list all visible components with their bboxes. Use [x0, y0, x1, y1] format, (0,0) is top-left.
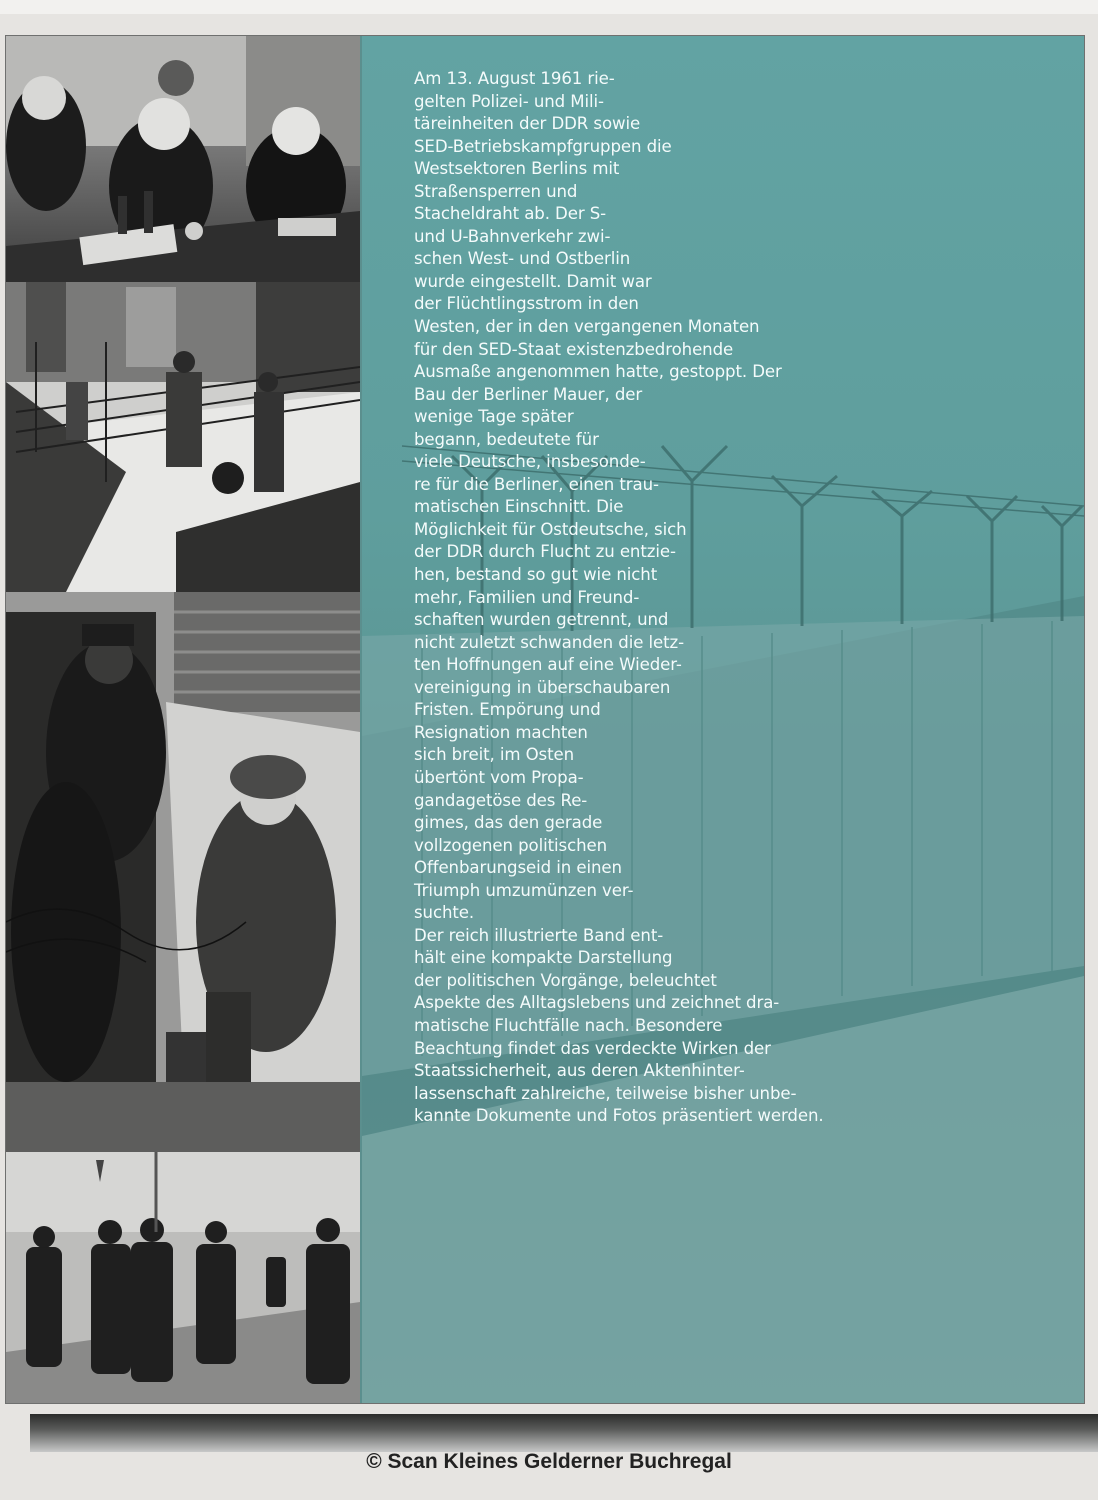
- description-line: und U-Bahnverkehr zwi-: [414, 226, 611, 246]
- description-line: Westen, der in den vergangenen Monaten: [414, 317, 760, 337]
- description-line: matische Fluchtfälle nach. Besondere: [414, 1015, 723, 1035]
- description-line: hält eine kompakte Darstellung: [414, 948, 673, 968]
- soldiers-at-barbed-wire-photo: [6, 282, 360, 592]
- description-line: wurde eingestellt. Damit war: [414, 271, 652, 291]
- description-line: schaften wurden getrennt, und: [414, 610, 669, 630]
- description-line: Der reich illustrierte Band ent-: [414, 925, 664, 945]
- description-line: SED-Betriebskampfgruppen die: [414, 136, 672, 156]
- description-line: Ausmaße angenommen hatte, gestoppt. Der: [414, 362, 782, 382]
- description-line: Resignation machten: [414, 722, 588, 742]
- description-line: täreinheiten der DDR sowie: [414, 114, 641, 134]
- description-line: sich breit, im Osten: [414, 745, 575, 765]
- description-line: Triumph umzumünzen ver-: [414, 880, 634, 900]
- description-line: ten Hoffnungen auf eine Wieder-: [414, 655, 682, 675]
- description-line: kannte Dokumente und Fotos präsentiert werden.: [414, 1106, 824, 1126]
- description-line: gelten Polizei- und Mili-: [414, 91, 604, 111]
- description-line: mehr, Familien und Freund-: [414, 587, 640, 607]
- description-line: Straßensperren und: [414, 181, 578, 201]
- description-line: der politischen Vorgänge, beleuchtet: [414, 970, 717, 990]
- description-line: Fristen. Empörung und: [414, 700, 601, 720]
- officials-at-conference-table-photo: [6, 36, 360, 282]
- description-line: hen, bestand so gut wie nicht: [414, 565, 658, 585]
- soldier-pulling-man-over-wall-photo: [6, 592, 360, 1152]
- book-back-cover: [6, 36, 1084, 1403]
- description-line: der Flüchtlingsstrom in den: [414, 294, 639, 314]
- description-panel: [362, 36, 1084, 1403]
- description-line: matischen Einschnitt. Die: [414, 497, 624, 517]
- book-edge-shadow: [30, 1414, 1098, 1452]
- description-line: für den SED-Staat existenzbedrohende: [414, 339, 734, 359]
- description-line: Stacheldraht ab. Der S-: [414, 204, 607, 224]
- description-line: Am 13. August 1961 rie-: [414, 69, 615, 88]
- description-line: nicht zuletzt schwanden die letz-: [414, 632, 685, 652]
- officers-walking-along-border-photo: [6, 1152, 360, 1403]
- description-line: Westsektoren Berlins mit: [414, 159, 620, 179]
- description-line: gandagetöse des Re-: [414, 790, 588, 810]
- description-line: Beachtung findet das verdeckte Wirken der: [414, 1038, 771, 1058]
- description-line: Staatssicherheit, aus deren Aktenhinter-: [414, 1061, 745, 1081]
- photo-column: [6, 36, 360, 1403]
- description-line: übertönt vom Propa-: [414, 767, 584, 787]
- description-line: vereinigung in überschaubaren: [414, 677, 671, 697]
- description-line: gimes, das den gerade: [414, 813, 603, 833]
- description-line: Aspekte des Alltagslebens und zeichnet dra-: [414, 993, 780, 1013]
- description-line: Offenbarungseid in einen: [414, 858, 622, 878]
- scan-credit-watermark: © Scan Kleines Gelderner Buchregal: [366, 1450, 732, 1473]
- description-line: re für die Berliner, einen trau-: [414, 474, 659, 494]
- book-description: [414, 68, 884, 1128]
- description-line: lassenschaft zahlreiche, teilweise bisher unbe-: [414, 1083, 797, 1103]
- description-line: suchte.: [414, 903, 475, 923]
- description-line: viele Deutsche, insbesonde-: [414, 452, 646, 472]
- description-line: schen West- und Ostberlin: [414, 249, 631, 269]
- description-line: Bau der Berliner Mauer, der: [414, 384, 643, 404]
- description-line: der DDR durch Flucht zu entzie-: [414, 542, 676, 562]
- description-line: vollzogenen politischen: [414, 835, 608, 855]
- description-line: wenige Tage später: [414, 407, 574, 427]
- description-line: Möglichkeit für Ostdeutsche, sich: [414, 519, 687, 539]
- description-line: begann, bedeutete für: [414, 429, 599, 449]
